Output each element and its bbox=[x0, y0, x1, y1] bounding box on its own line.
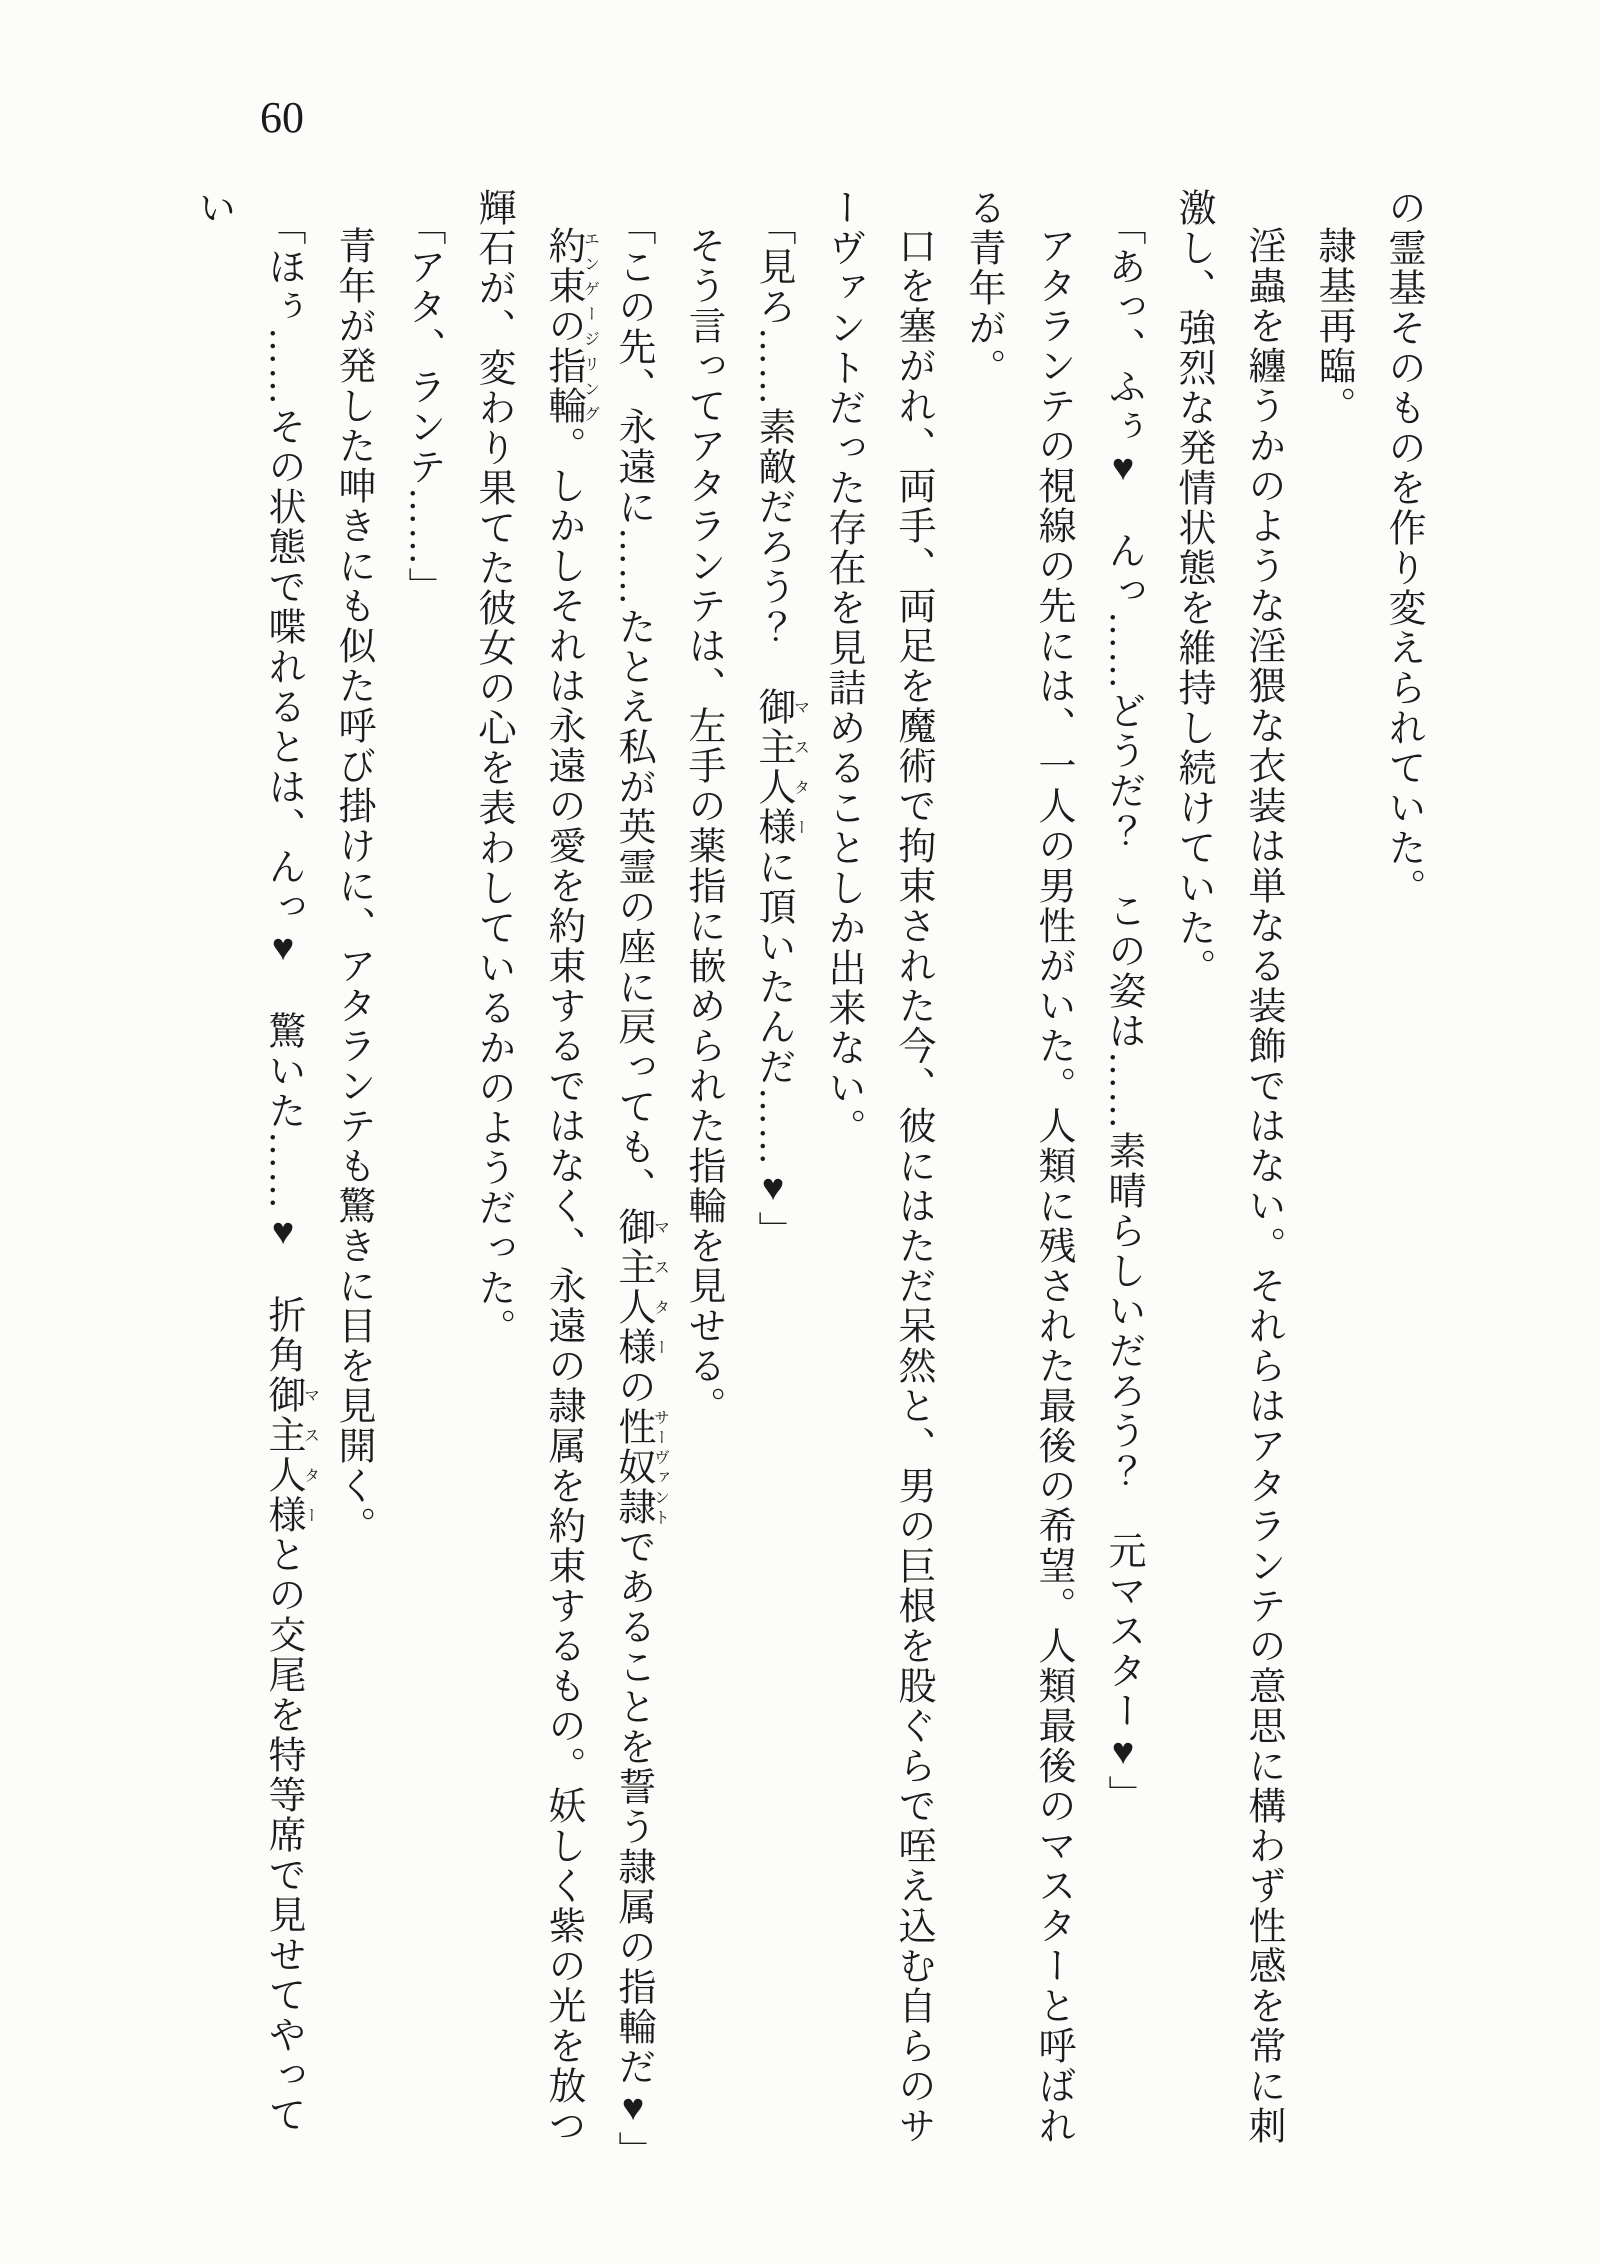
paragraph: 「見ろ……素敵だろう？ 御主人様マスターに頂いたんだ……♥」 bbox=[752, 207, 809, 1251]
paragraph: そう言ってアタランテは、左手の薬指に嵌められた指輪を見せる。 bbox=[682, 226, 724, 1426]
paragraph: 「ほぅ……その状態で喋れるとは、んっ♥ 驚いた……♥ 折角御主人様マスターとの交尾を特等席で見せてやってい bbox=[192, 188, 319, 2135]
furigana: マスター bbox=[301, 1375, 319, 1535]
furigana: エンゲージリング bbox=[581, 226, 599, 426]
ruby-annotated-word: 性奴隷サーヴァント bbox=[612, 1407, 669, 1527]
paragraph: アタランテの視線の先には、一人の男性がいた。人類に残された最後の希望。人類最後のマスターと呼ばれる青年が。 bbox=[962, 188, 1074, 2146]
paragraph: 「あっ、ふぅ♥ んっ……どうだ？ この姿は……素晴らしいだろう？ 元マスター♥」 bbox=[1102, 207, 1144, 1815]
ruby-annotated-word: 御主人様マスター bbox=[752, 687, 809, 847]
furigana: サーヴァント bbox=[651, 1407, 669, 1527]
paragraph: 「この先、永遠に……たとえ私が英霊の座に戻っても、御主人様マスターの性奴隷サーヴァントであることを誓う隷属の指輪だ♥」 bbox=[612, 207, 669, 2171]
paragraph: 約束の指輪エンゲージリング。しかしそれは永遠の愛を約束するではなく、永遠の隷属を約束するもの。妖しく紫の光を放つ輝石が、変わり果てた彼女の心を表わしているかのようだった。 bbox=[472, 188, 599, 2146]
furigana: マスター bbox=[651, 1207, 669, 1367]
paragraph: 「アタ、ランテ……」 bbox=[402, 207, 444, 607]
ruby-annotated-word: 約束の指輪エンゲージリング bbox=[542, 226, 599, 426]
paragraph: 口を塞がれ、両手、両足を魔術で拘束された今、彼にはただ呆然と、男の巨根を股ぐらで咥え込む自らのサーヴァントだった存在を見詰めることしか出来ない。 bbox=[822, 188, 934, 2146]
text-block bbox=[192, 188, 1438, 2173]
paragraph: 青年が発した呻きにも似た呼び掛けに、アタランテも驚きに目を見開く。 bbox=[332, 226, 374, 1546]
ruby-annotated-word: 御主人様マスター bbox=[262, 1375, 319, 1535]
page-number: 60 bbox=[260, 93, 304, 142]
paragraph: の霊基そのものを作り変えられていた。 bbox=[1382, 188, 1424, 908]
paragraph: 淫蟲を纏うかのような淫猥な衣装は単なる装飾ではない。それらはアタランテの意思に構わず性感を常に刺激し、強烈な発情状態を維持し続けていた。 bbox=[1172, 188, 1284, 2146]
paragraph: 隷基再臨。 bbox=[1312, 226, 1354, 426]
ruby-annotated-word: 御主人様マスター bbox=[612, 1207, 669, 1367]
furigana: マスター bbox=[791, 687, 809, 847]
